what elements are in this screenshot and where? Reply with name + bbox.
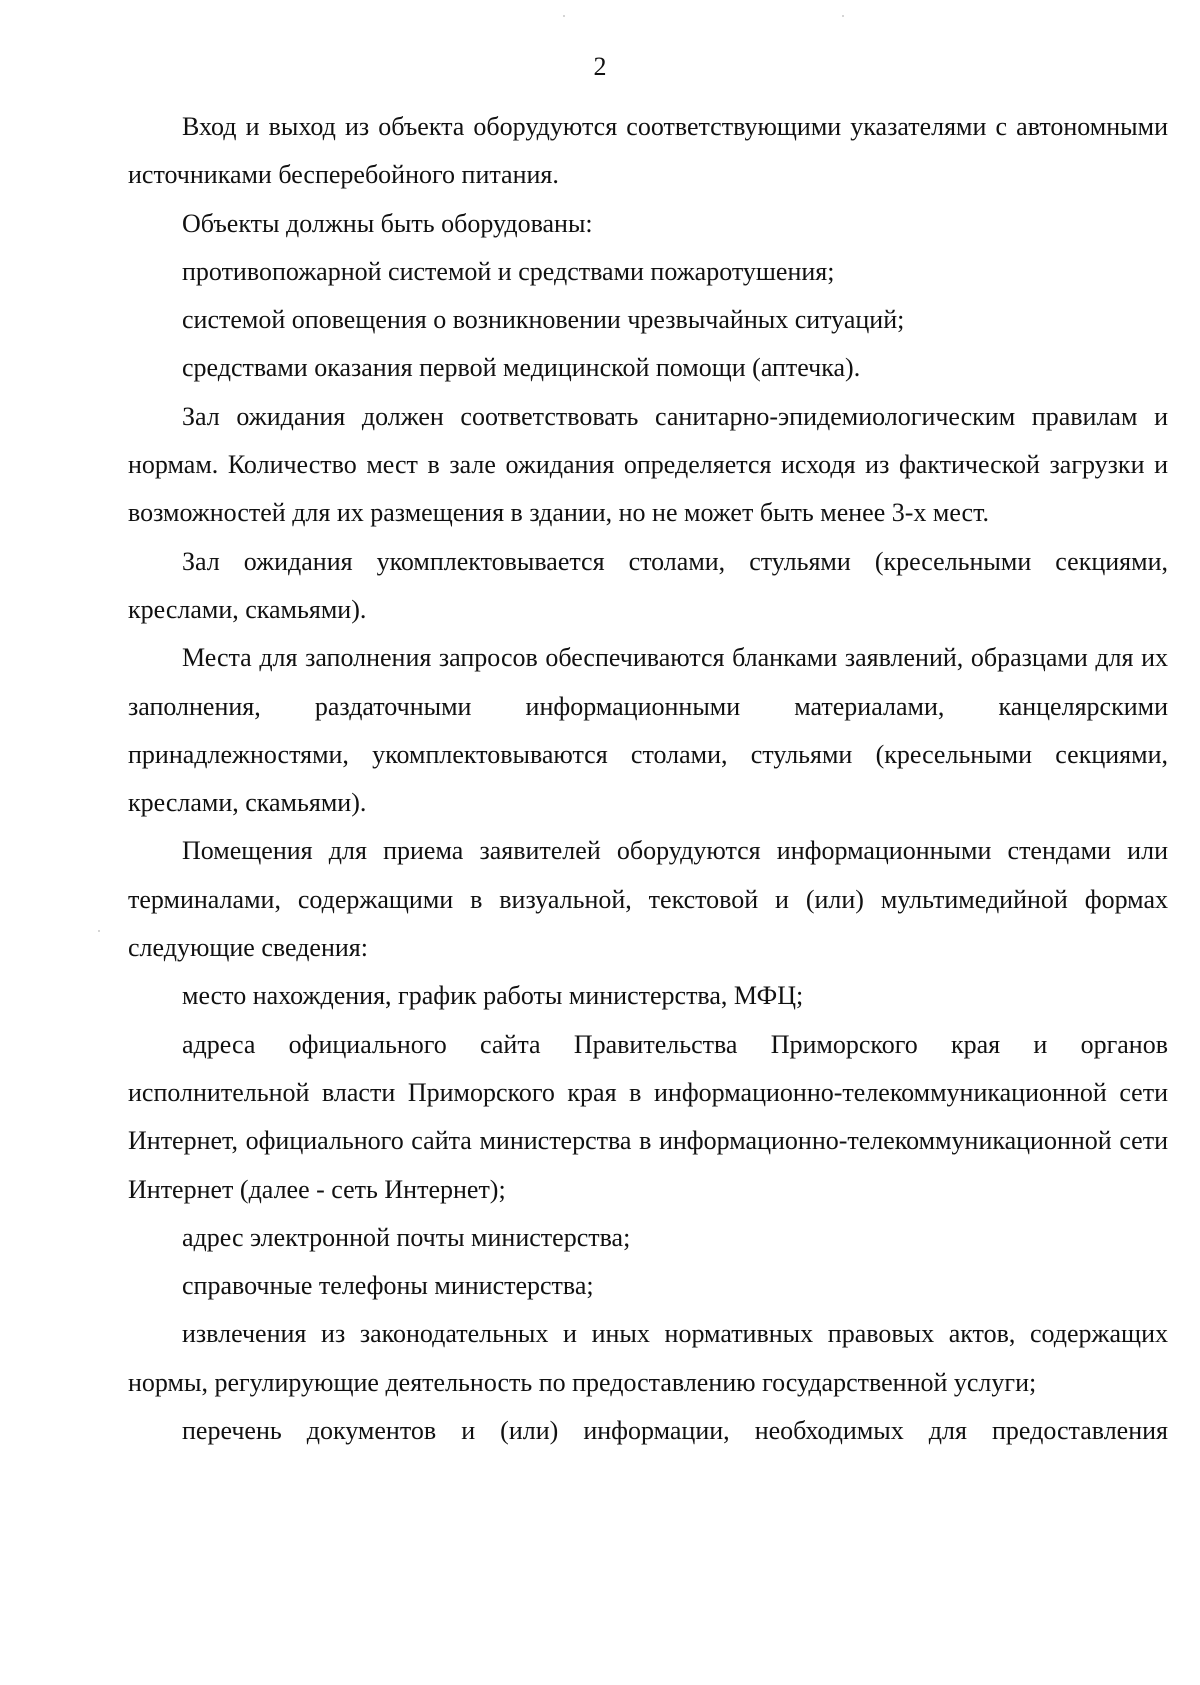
list-item-email: адрес электронной почты министерства; — [182, 1222, 631, 1252]
scan-speck — [563, 15, 565, 17]
paragraph-waiting-hall-furniture: Зал ожидания укомплектовывается столами, стульями (кресельными секциями, креслами, скамьями). — [128, 546, 1168, 624]
list-item-alert-system: системой оповещения о возникновении чрезвычайных ситуаций; — [182, 305, 905, 335]
list-item-location-schedule: место нахождения, график работы министерства, МФЦ; — [182, 981, 804, 1011]
list-item-first-aid: средствами оказания первой медицинской помощи (аптечка). — [182, 353, 861, 383]
list-item-phones: справочные телефоны министерства; — [182, 1271, 594, 1301]
paragraph-waiting-hall-norms: Зал ожидания должен соответствовать санитарно-эпидемиологическим правилам и нормам. Количество мест в зале ожидания определяется исходя из фактической загрузки и возможностей для их размещения в здании, но не может быть менее 3-х мест. — [128, 401, 1168, 528]
page-number: 2 — [593, 52, 607, 81]
scan-speck — [98, 930, 100, 932]
document-body — [128, 103, 1168, 1455]
paragraph-entrance-exit: Вход и выход из объекта оборудуются соответствующими указателями с автономными источниками бесперебойного питания. — [128, 112, 1168, 190]
list-item-documents-list: перечень документов и (или) информации, необходимых для предоставления — [182, 1416, 1168, 1446]
paragraph-equipment-intro: Объекты должны быть оборудованы: — [182, 208, 593, 238]
paragraph-info-stands: Помещения для приема заявителей оборудуются информационными стендами или терминалами, содержащими в визуальной, текстовой и (или) мультимедийной формах следующие сведения: — [128, 836, 1168, 963]
paragraph-request-places: Места для заполнения запросов обеспечиваются бланками заявлений, образцами для их заполнения, раздаточными информационными материалами, канцелярскими принадлежностями, укомплектовываются столами, стульями (кресельными секциями, креслами, скамьями). — [128, 643, 1168, 818]
list-item-official-sites: адреса официального сайта Правительства Приморского края и органов исполнительной власти Приморского края в информационно-телекоммуникационной сети Интернет, официального сайта министерства в информационно-телекоммуникационной сети Интернет (далее - сеть Интернет); — [128, 1029, 1168, 1204]
list-item-fire-system: противопожарной системой и средствами пожаротушения; — [182, 256, 835, 286]
list-item-legal-extracts: извлечения из законодательных и иных нормативных правовых актов, содержащих нормы, регулирующие деятельность по предоставлению государственной услуги; — [128, 1319, 1168, 1397]
scan-speck — [842, 15, 844, 17]
